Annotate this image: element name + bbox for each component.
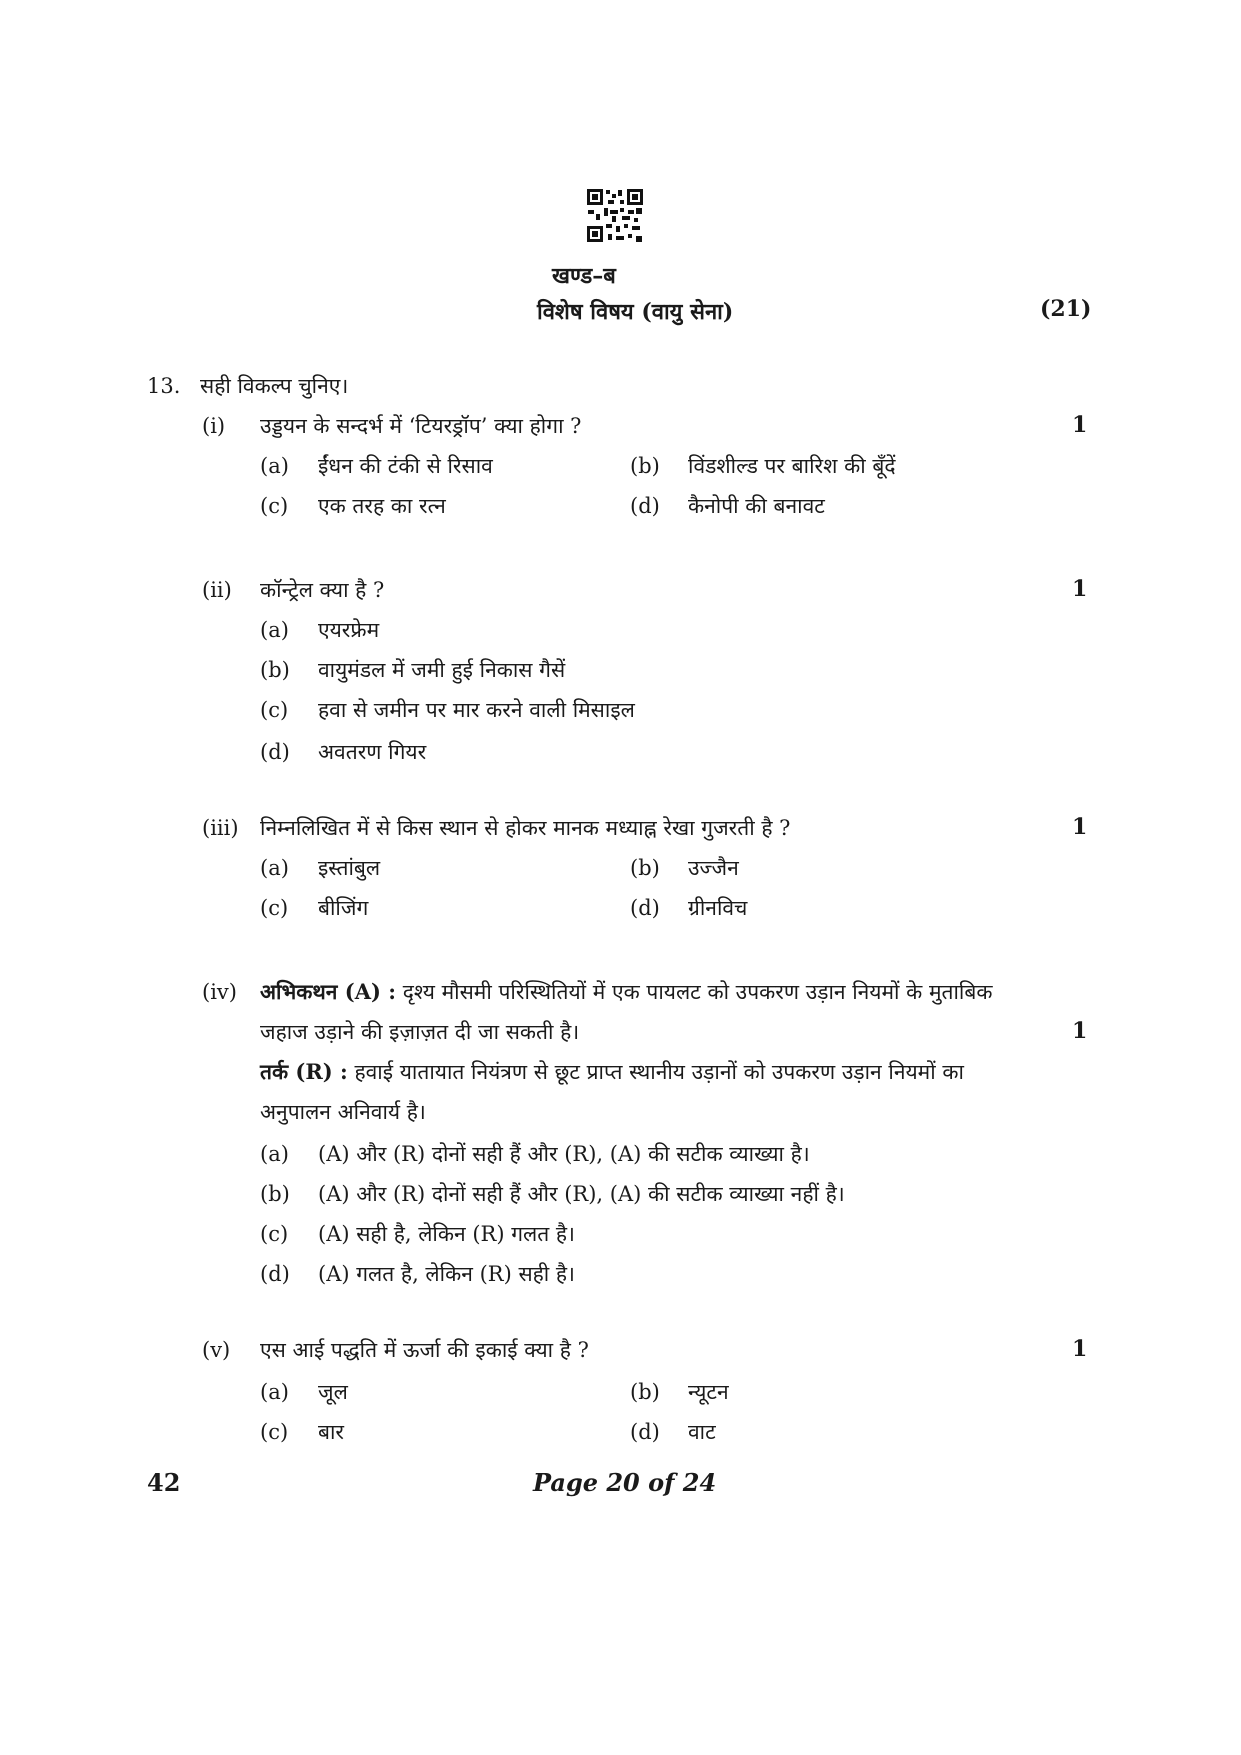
part-number: (ii): [202, 578, 232, 602]
option-text: (A) और (R) दोनों सही हैं और (R), (A) की सटीक व्याख्या नहीं है।: [318, 1182, 845, 1206]
section-marks: (21): [1040, 296, 1092, 322]
option-key: (a): [260, 1380, 289, 1404]
part-number: (iii): [202, 816, 239, 840]
option-key: (a): [260, 454, 289, 478]
option-text: जूल: [318, 1380, 348, 1404]
option-key: (c): [260, 1222, 289, 1246]
assertion-line: [260, 978, 992, 1006]
option-text: एयरफ्रेम: [318, 618, 380, 642]
part-marks: 1: [1072, 814, 1088, 840]
part-marks: 1: [1072, 412, 1088, 438]
option-text: न्यूटन: [688, 1380, 729, 1404]
option-key: (d): [630, 1420, 660, 1444]
option-text: हवा से जमीन पर मार करने वाली मिसाइल: [318, 698, 635, 722]
option-key: (b): [260, 658, 290, 682]
option-text: विंडशील्ड पर बारिश की बूँदें: [688, 454, 896, 478]
option-text: (A) और (R) दोनों सही हैं और (R), (A) की सटीक व्याख्या है।: [318, 1142, 810, 1166]
paper-code: 42: [147, 1468, 181, 1497]
option-text: (A) गलत है, लेकिन (R) सही है।: [318, 1262, 576, 1286]
option-text: एक तरह का रत्न: [318, 494, 446, 518]
option-key: (d): [260, 1262, 290, 1286]
option-key: (c): [260, 896, 289, 920]
reason-label: तर्क (R) :: [260, 1059, 348, 1084]
option-key: (b): [260, 1182, 290, 1206]
option-key: (d): [630, 494, 660, 518]
option-key: (b): [630, 454, 660, 478]
option-key: (a): [260, 618, 289, 642]
part-marks: 1: [1072, 576, 1088, 602]
option-key: (b): [630, 1380, 660, 1404]
reason-line: [260, 1058, 964, 1086]
part-question: उड्डयन के सन्दर्भ में ‘टियरड्रॉप’ क्या होगा ?: [260, 414, 582, 438]
assertion-text-cont: जहाज उड़ाने की इज़ाज़त दी जा सकती है।: [260, 1020, 580, 1044]
part-marks: 1: [1072, 1336, 1088, 1362]
subject-title: विशेष विषय (वायु सेना): [537, 299, 734, 325]
section-title: खण्ड–ब: [552, 263, 616, 289]
option-key: (a): [260, 856, 289, 880]
assertion-text: दृश्य मौसमी परिस्थितियों में एक पायलट को उपकरण उड़ान नियमों के मुताबिक: [402, 980, 993, 1004]
part-question: कॉन्ट्रेल क्या है ?: [260, 578, 385, 602]
option-key: (c): [260, 698, 289, 722]
option-text: बीजिंग: [318, 896, 369, 920]
option-text: इस्तांबुल: [318, 856, 381, 880]
part-number: (v): [202, 1338, 231, 1362]
option-text: (A) सही है, लेकिन (R) गलत है।: [318, 1222, 576, 1246]
reason-text-cont: अनुपालन अनिवार्य है।: [260, 1100, 426, 1124]
option-text: बार: [318, 1420, 345, 1444]
option-key: (b): [630, 856, 660, 880]
option-key: (c): [260, 494, 289, 518]
option-text: वायुमंडल में जमी हुई निकास गैसें: [318, 658, 566, 682]
qr-code: [586, 188, 646, 244]
option-text: ग्रीनविच: [688, 896, 748, 920]
option-text: कैनोपी की बनावट: [688, 494, 825, 518]
option-key: (c): [260, 1420, 289, 1444]
part-marks: 1: [1072, 1018, 1088, 1044]
part-number: (i): [202, 414, 226, 438]
reason-text: हवाई यातायात नियंत्रण से छूट प्राप्त स्थानीय उड़ानों को उपकरण उड़ान नियमों का: [354, 1060, 964, 1084]
question-instruction: सही विकल्प चुनिए।: [200, 374, 349, 398]
option-text: वाट: [688, 1420, 716, 1444]
page-number: Page 20 of 24: [533, 1468, 717, 1497]
option-key: (a): [260, 1142, 289, 1166]
option-key: (d): [630, 896, 660, 920]
option-text: ईंधन की टंकी से रिसाव: [318, 454, 493, 478]
option-text: उज्जैन: [688, 856, 739, 880]
assertion-label: अभिकथन (A) :: [260, 979, 396, 1004]
part-number: (iv): [202, 980, 237, 1004]
part-question: एस आई पद्धति में ऊर्जा की इकाई क्या है ?: [260, 1338, 589, 1362]
option-key: (d): [260, 740, 290, 764]
part-question: निम्नलिखित में से किस स्थान से होकर मानक मध्याह्न रेखा गुजरती है ?: [260, 816, 791, 840]
question-number: 13.: [147, 374, 181, 398]
option-text: अवतरण गियर: [318, 740, 427, 764]
